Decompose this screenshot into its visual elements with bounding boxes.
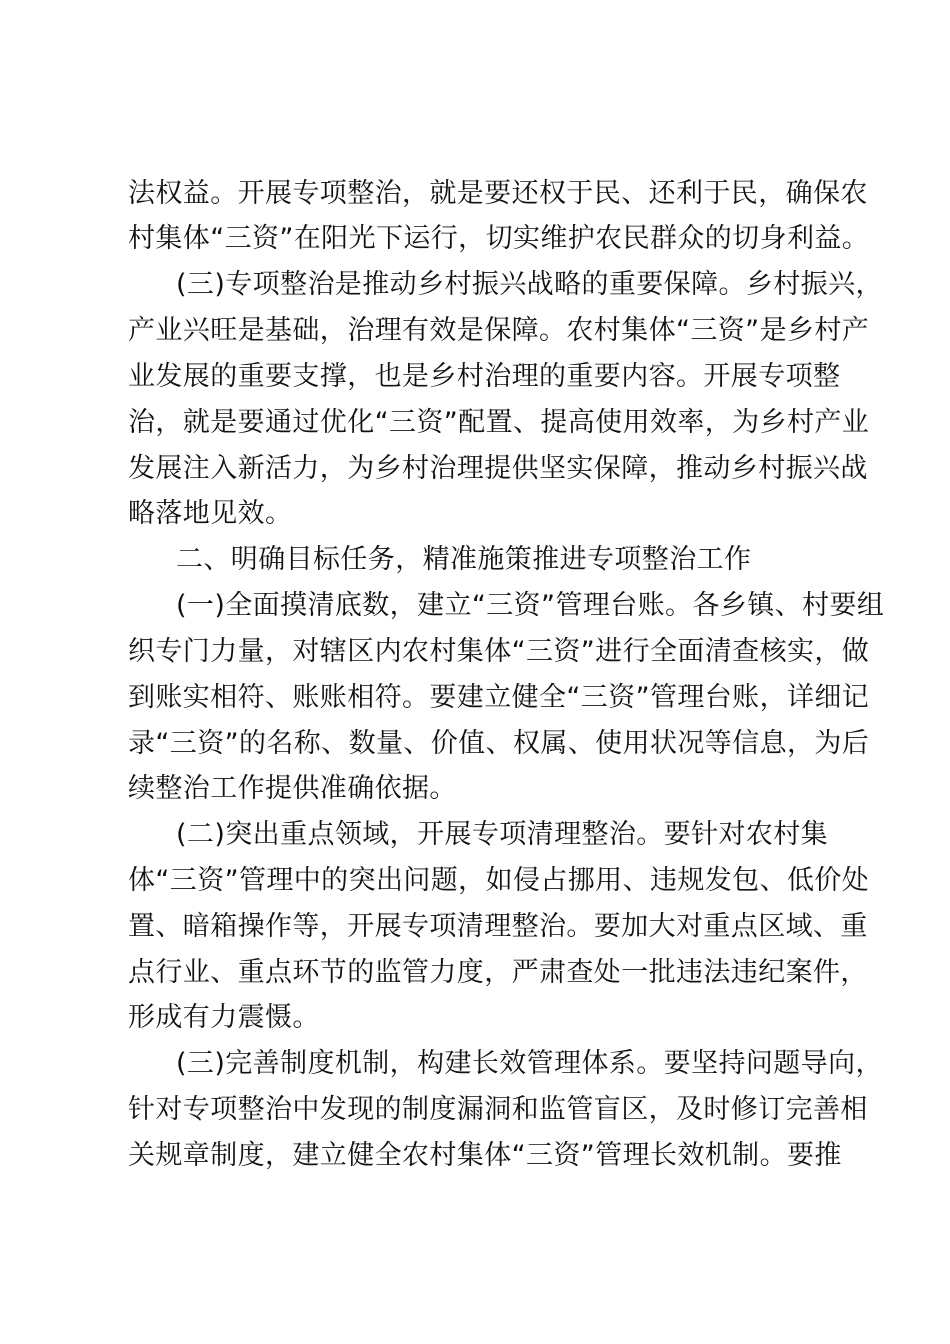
- paragraph-line: 业发展的重要支撑，也是乡村治理的重要内容。开展专项整: [128, 361, 841, 392]
- paragraph-line: 针对专项整治中发现的制度漏洞和监管盲区，及时修订完善相: [128, 1094, 868, 1125]
- paragraph-line: 织专门力量，对辖区内农村集体“三资”进行全面清查核实，做: [128, 636, 870, 667]
- section-heading: 二、明确目标任务，精准施策推进专项整治工作: [176, 544, 752, 575]
- paragraph-line: 续整治工作提供准确依据。: [128, 773, 457, 804]
- paragraph-line: 体“三资”管理中的突出问题，如侵占挪用、违规发包、低价处: [128, 865, 870, 896]
- paragraph-line: 形成有力震慑。: [128, 1002, 320, 1033]
- paragraph-line: 治，就是要通过优化“三资”配置、提高使用效率，为乡村产业: [128, 407, 870, 438]
- paragraph-line: (三)完善制度机制，构建长效管理体系。要坚持问题导向，: [176, 1048, 883, 1079]
- paragraph-line: 置、暗箱操作等，开展专项清理整治。要加大对重点区域、重: [128, 911, 868, 942]
- paragraph-line: 略落地见效。: [128, 498, 293, 529]
- paragraph-line: (三)专项整治是推动乡村振兴战略的重要保障。乡村振兴，: [176, 269, 883, 300]
- paragraph-line: 点行业、重点环节的监管力度，严肃查处一批违法违纪案件，: [128, 957, 868, 988]
- paragraph-line: 村集体“三资”在阳光下运行，切实维护农民群众的切身利益。: [128, 223, 870, 254]
- paragraph-line: 录“三资”的名称、数量、价值、权属、使用状况等信息，为后: [128, 728, 870, 759]
- paragraph-line: (一)全面摸清底数，建立“三资”管理台账。各乡镇、村要组: [176, 590, 885, 621]
- paragraph-line: 法权益。开展专项整治，就是要还权于民、还利于民，确保农: [128, 178, 868, 209]
- paragraph-line: 关规章制度，建立健全农村集体“三资”管理长效机制。要推: [128, 1140, 842, 1171]
- paragraph-line: 发展注入新活力，为乡村治理提供坚实保障，推动乡村振兴战: [128, 453, 868, 484]
- paragraph-line: 到账实相符、账账相符。要建立健全“三资”管理台账，详细记: [128, 682, 870, 713]
- paragraph-line: 产业兴旺是基础，治理有效是保障。农村集体“三资”是乡村产: [128, 315, 870, 346]
- paragraph-line: (二)突出重点领域，开展专项清理整治。要针对农村集: [176, 819, 829, 850]
